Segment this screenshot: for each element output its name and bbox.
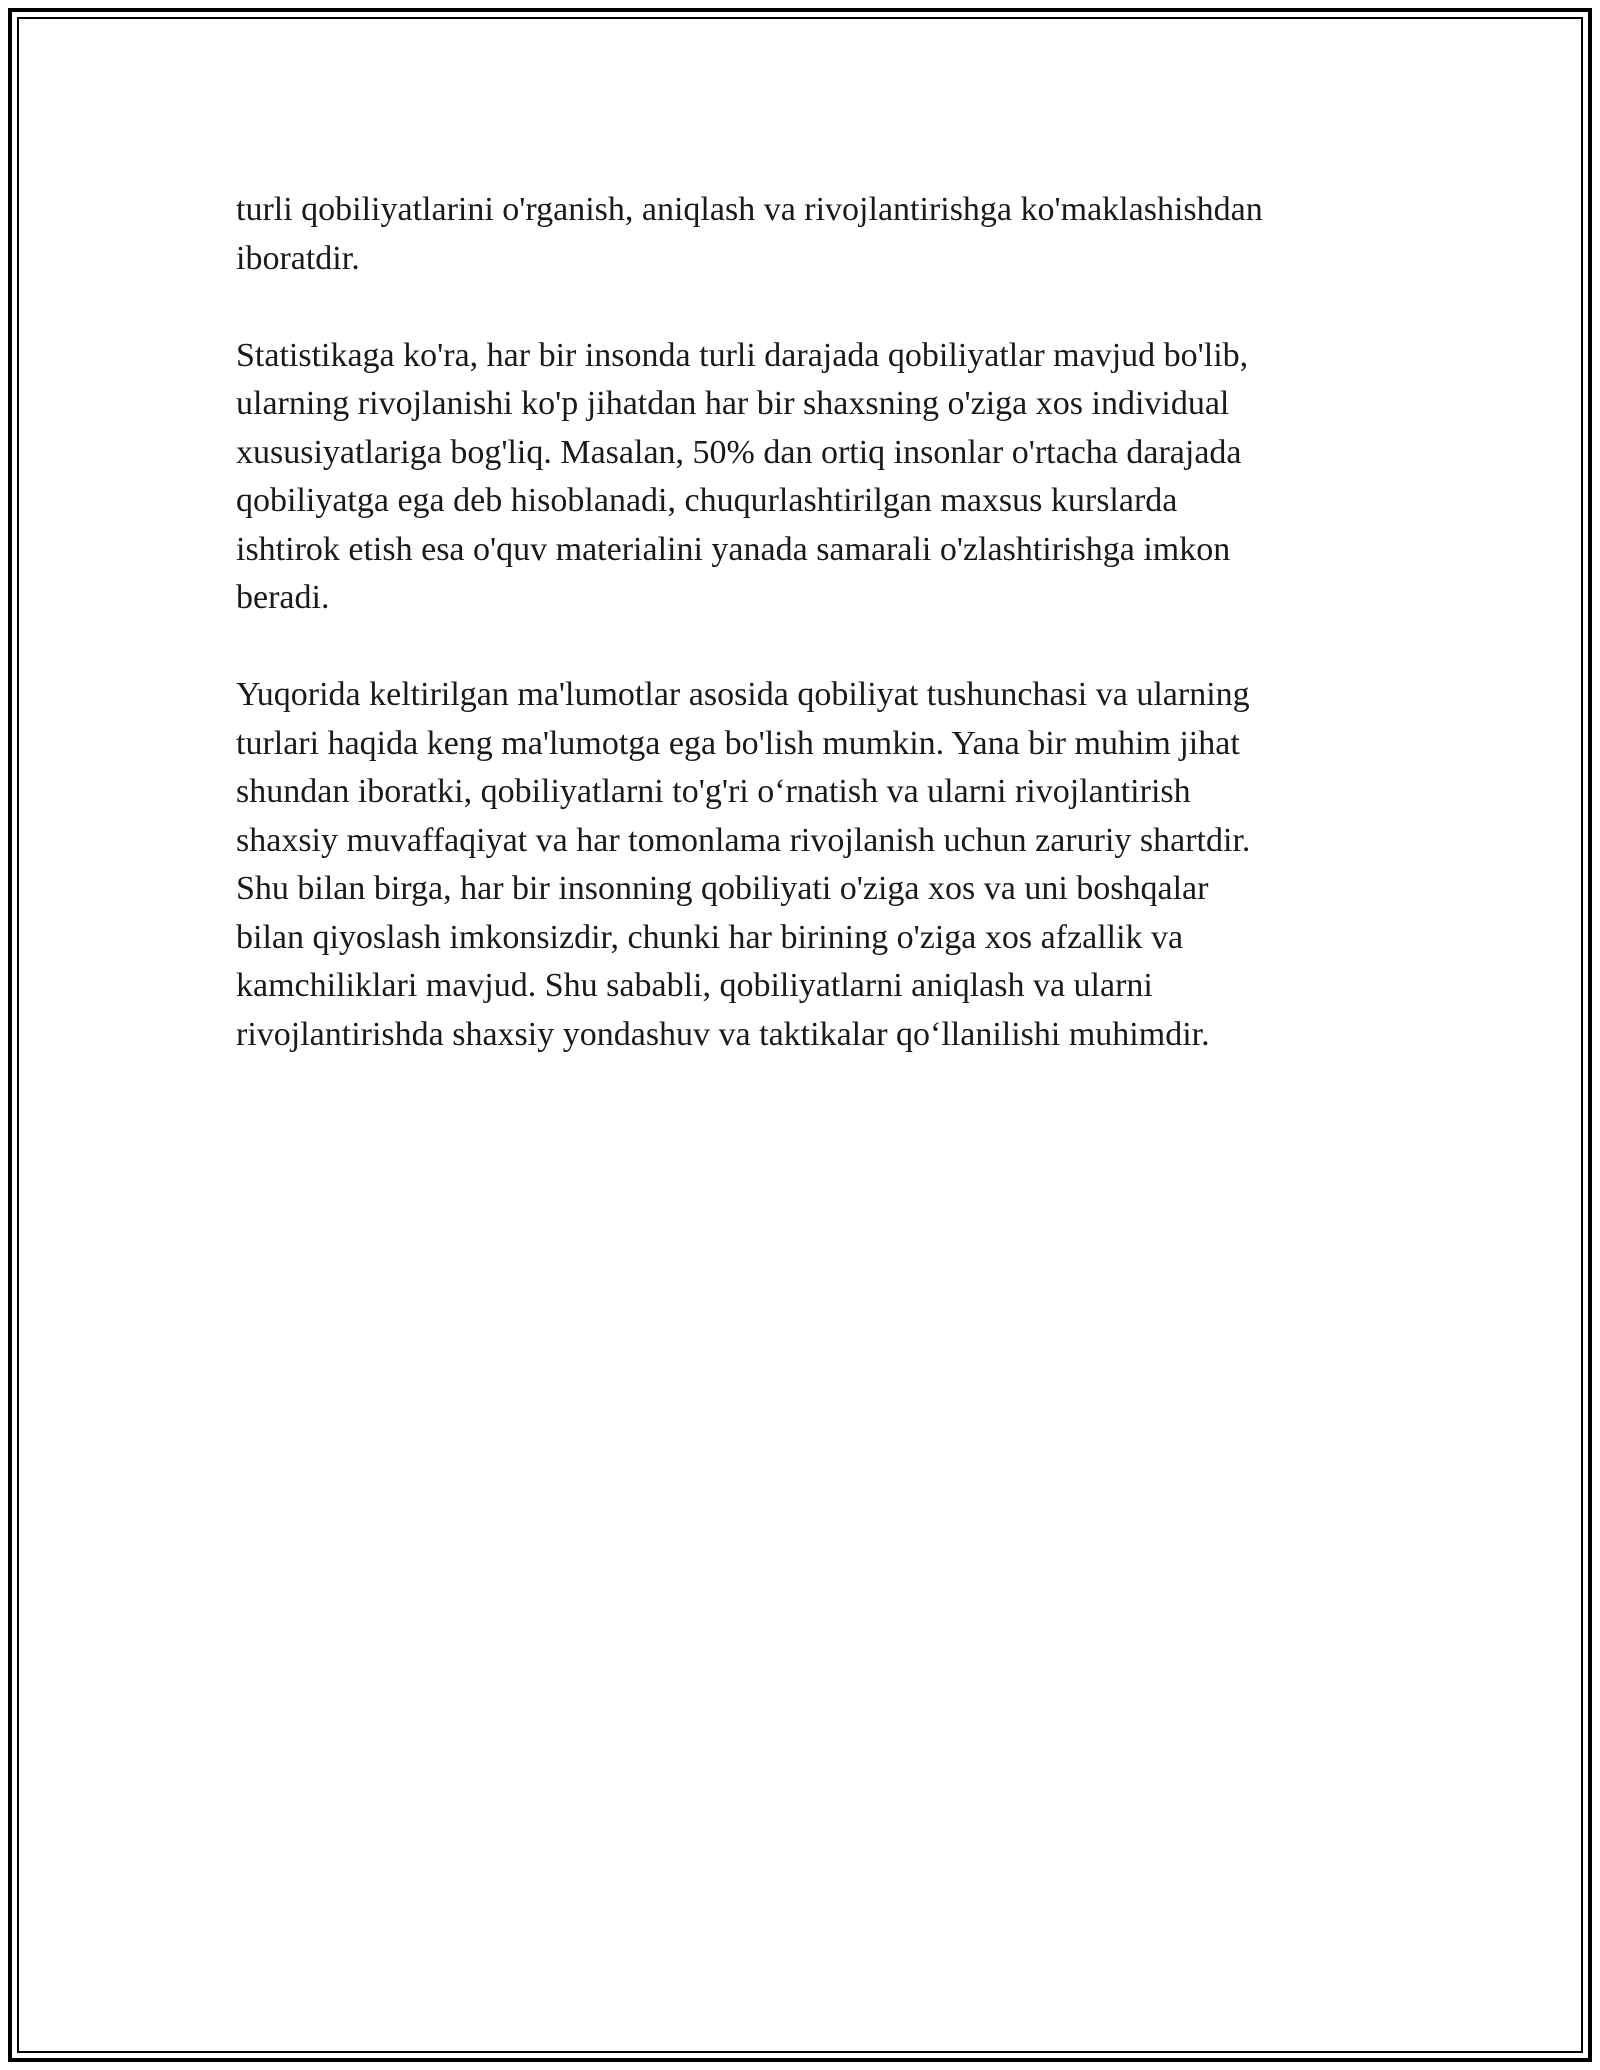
paragraph-2	[236, 332, 1366, 623]
text-line: xususiyatlariga bog'liq. Masalan, 50% dan ortiq insonlar o'rtacha darajada	[236, 433, 1242, 471]
text-line: qobiliyatga ega deb hisoblanadi, chuqurlashtirilgan maxsus kurslarda	[236, 482, 1178, 519]
text-line: shaxsiy muvaffaqiyat va har tomonlama rivojlanish uchun zaruriy shartdir.	[236, 821, 1251, 859]
page-body	[236, 186, 1366, 1108]
text-line: turli qobiliyatlarini o'rganish, aniqlash va rivojlantirishga ko'maklashishdan	[236, 191, 1263, 228]
text-line: Shu bilan birga, har bir insonning qobiliyati o'ziga xos va uni boshqalar	[236, 870, 1209, 907]
text-line: beradi.	[236, 579, 330, 616]
text-line: shundan iboratki, qobiliyatlarni to'g'ri o‘rnatish va ularni rivojlantirish	[236, 773, 1191, 810]
paragraph-3	[236, 671, 1366, 1059]
text-line: turlari haqida keng ma'lumotga ega bo'lish mumkin. Yana bir muhim jihat	[236, 724, 1240, 762]
text-line: rivojlantirishda shaxsiy yondashuv va taktikalar qo‘llanilishi muhimdir.	[236, 1015, 1210, 1053]
paragraph-1	[236, 186, 1366, 283]
text-line: bilan qiyoslash imkonsizdir, chunki har birining o'ziga xos afzallik va	[236, 918, 1184, 956]
text-line: ularning rivojlanishi ko'p jihatdan har bir shaxsning o'ziga xos individual	[236, 385, 1230, 422]
text-line: Yuqorida keltirilgan ma'lumotlar asosida qobiliyat tushunchasi va ularning	[236, 676, 1250, 713]
text-line: ishtirok etish esa o'quv materialini yanada samarali o'zlashtirishga imkon	[236, 530, 1231, 568]
text-line: kamchiliklari mavjud. Shu sababli, qobiliyatlarni aniqlash va ularni	[236, 967, 1153, 1004]
text-line: iboratdir.	[236, 239, 360, 277]
text-line: Statistikaga ko'ra, har bir insonda turli darajada qobiliyatlar mavjud bo'lib,	[236, 336, 1249, 374]
